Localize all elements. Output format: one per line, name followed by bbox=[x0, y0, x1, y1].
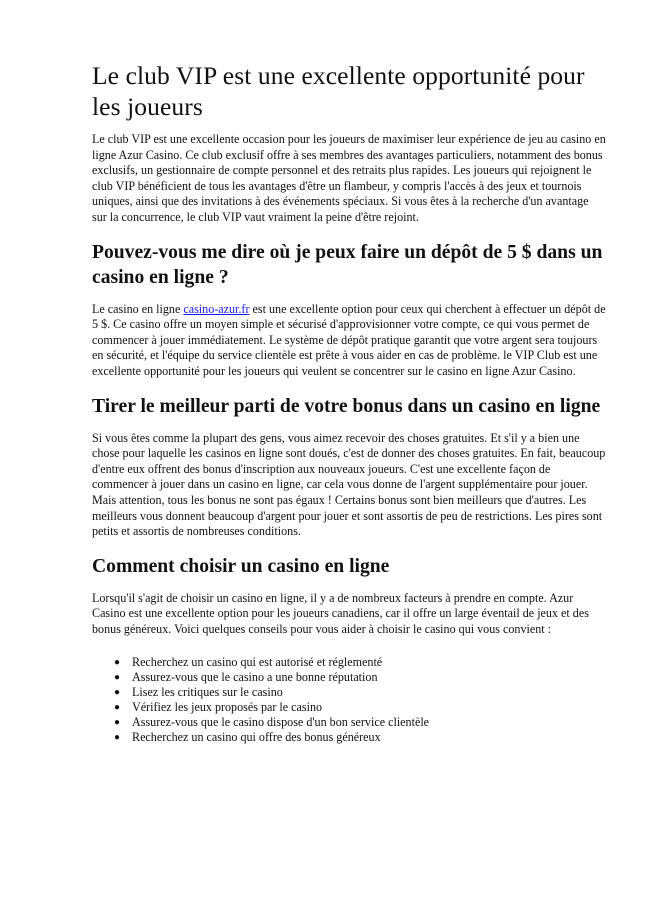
tips-list bbox=[92, 655, 606, 745]
choose-casino-paragraph: Lorsqu'il s'agit de choisir un casino en ligne, il y a de nombreux facteurs à prendre en compte. Azur Casino est une excellente option pour les joueurs canadiens, car il offre un large éventail de jeux et des bonus généreux. Voici quelques conseils pour vous aider à choisir le casino qui vous convient : bbox=[92, 590, 589, 636]
list-item bbox=[114, 730, 606, 745]
page-title: Le club VIP est une excellente opportunité pour les joueurs bbox=[92, 61, 585, 121]
list-item bbox=[114, 670, 606, 685]
deposit-text-start: Le casino en ligne bbox=[92, 301, 184, 316]
list-item-text: Vérifiez les jeux proposés par le casino bbox=[132, 700, 323, 715]
choose-casino-heading: Comment choisir un casino en ligne bbox=[92, 555, 390, 577]
list-item-text: Assurez-vous que le casino a une bonne réputation bbox=[132, 670, 378, 685]
list-item-text: Recherchez un casino qui offre des bonus généreux bbox=[132, 730, 381, 745]
deposit-text-end: est une excellente option pour ceux qui cherchent à effectuer un dépôt de 5 $. Ce casino offre un moyen simple et sécurisé d'approvisionner votre compte, ce qui vous permet de commencer à jouer immédiatement. Le système de dépôt pratique garantit que votre argent sera toujours en sécurité, et l'équipe du service clientèle est prête à vous aider en cas de problème. le VIP Club est une excellente opportunité pour les joueurs qui veulent se concentrer sur le casino en ligne Azur Casino. bbox=[92, 301, 606, 378]
list-item-text: Assurez-vous que le casino dispose d'un bon service clientèle bbox=[132, 715, 430, 730]
list-item bbox=[114, 715, 606, 730]
bonus-paragraph: Si vous êtes comme la plupart des gens, vous aimez recevoir des choses gratuites. Et s'il y a bien une chose pour laquelle les casinos en ligne sont doués, c'est de donner des choses gratuites. En fait, beaucoup d'entre eux offrent des bonus d'inscription aux nouveaux joueurs. C'est une excellente façon de commencer à jouer dans un casino en ligne, car cela vous donne de l'argent supplémentaire pour jouer. Mais attention, tous les bonus ne sont pas égaux ! Certains bonus sont bien meilleurs que d'autres. Les meilleurs vous donnent beaucoup d'argent pour jouer et sont assortis de peu de restrictions. Les pires sont petits et assortis de nombreuses conditions. bbox=[92, 430, 606, 539]
list-item bbox=[114, 685, 606, 700]
document-page bbox=[92, 60, 606, 745]
casino-azur-link[interactable]: casino-azur.fr bbox=[183, 301, 250, 316]
deposit-heading: Pouvez-vous me dire où je peux faire un dépôt de 5 $ dans un casino en ligne ? bbox=[92, 241, 603, 288]
list-item bbox=[114, 655, 606, 670]
bullet-icon: ● bbox=[114, 672, 121, 684]
vip-club-paragraph: Le club VIP est une excellente occasion pour les joueurs de maximiser leur expérience de jeu au casino en ligne Azur Casino. Ce club exclusif offre à ses membres des avantages particuliers, notamment des bonus exclusifs, un gestionnaire de compte personnel et des retraits plus rapides. Les joueurs qui rejoignent le club VIP bénéficient de tous les avantages d'être un flambeur, y compris l'accès à des jeux et tournois uniques, ainsi que des invitations à des événements spéciaux. Si vous êtes à la recherche d'un avantage sur la concurrence, le club VIP vaut vraiment la peine d'être rejoint. bbox=[92, 132, 606, 224]
list-item-text: Lisez les critiques sur le casino bbox=[132, 685, 283, 700]
bullet-icon: ● bbox=[114, 717, 121, 729]
bonus-heading: Tirer le meilleur parti de votre bonus dans un casino en ligne bbox=[92, 395, 601, 417]
bullet-icon: ● bbox=[114, 687, 121, 699]
deposit-paragraph bbox=[92, 302, 606, 380]
bullet-icon: ● bbox=[114, 657, 121, 669]
bullet-icon: ● bbox=[114, 702, 121, 714]
bullet-icon: ● bbox=[114, 732, 121, 744]
list-item bbox=[114, 700, 606, 715]
list-item-text: Recherchez un casino qui est autorisé et réglementé bbox=[132, 655, 383, 670]
